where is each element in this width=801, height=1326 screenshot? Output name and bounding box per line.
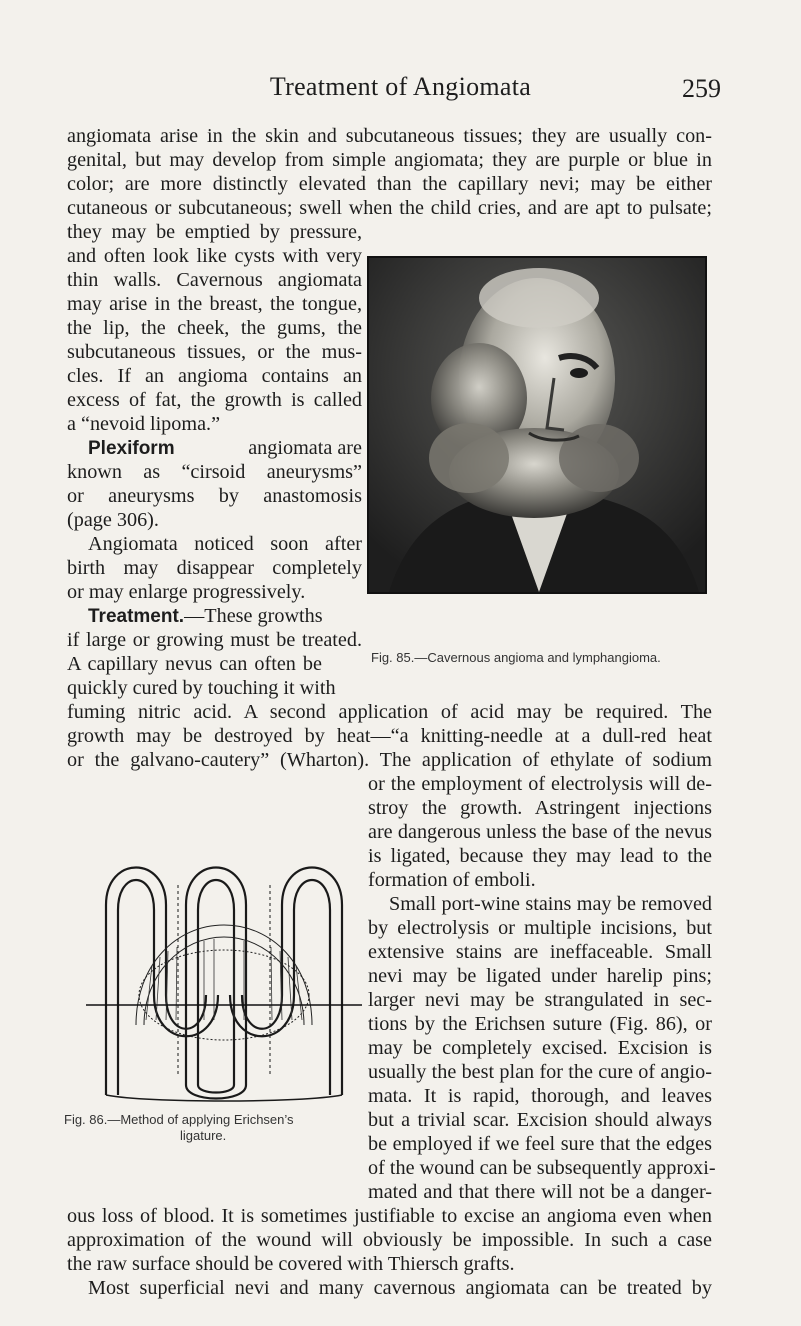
- text-line: birth may disappear completely: [67, 557, 362, 579]
- figure-86-caption-line-2: ligature.: [180, 1128, 227, 1143]
- running-title: Treatment of Angiomata: [269, 72, 532, 101]
- text-line: extensive stains are ineffaceable. Small: [368, 941, 712, 963]
- text-line: a “nevoid lipoma.”: [67, 413, 221, 435]
- text-line: or aneurysms by anastomosis: [67, 485, 362, 507]
- text-line: fuming nitric acid. A second application of acid may be required. The: [67, 701, 712, 723]
- text-line: excess of fat, the growth is called: [67, 389, 362, 411]
- text-line: quickly cured by touching it with: [67, 677, 336, 699]
- text-line: or the employment of electrolysis will de-: [368, 773, 712, 795]
- text-line: [88, 604, 362, 628]
- text-line: and often look like cysts with very: [67, 245, 362, 267]
- portrait-illustration: [369, 258, 705, 592]
- text-line: or the galvano-cautery” (Wharton). The application of ethylate of sodium: [67, 749, 712, 771]
- text-line: cles. If an angioma contains an: [67, 365, 362, 387]
- page-number: 259: [682, 74, 721, 103]
- text-line: ous loss of blood. It is sometimes justifiable to excise an angioma even when: [67, 1205, 712, 1227]
- text-line: may be completely excised. Excision is: [368, 1037, 712, 1059]
- text-line: are dangerous unless the base of the nevus: [368, 821, 712, 843]
- text-line: known as “cirsoid aneurysms”: [67, 461, 362, 483]
- text-line: growth may be destroyed by heat—“a knitting-needle at a dull-red heat: [67, 725, 712, 747]
- text-line: formation of emboli.: [368, 869, 536, 891]
- text-line: subcutaneous tissues, or the mus-: [67, 341, 362, 363]
- text-fragment: —These growths: [184, 605, 323, 627]
- figure-85-photograph: [367, 256, 707, 594]
- text-line: genital, but may develop from simple angiomata; they are purple or blue in: [67, 149, 712, 171]
- text-line: (page 306).: [67, 509, 159, 531]
- text-line: by electrolysis or multiple incisions, but: [368, 917, 712, 939]
- text-line: may arise in the breast, the tongue,: [67, 293, 362, 315]
- heading-plexiform: Plexiform: [88, 438, 175, 459]
- text-line: angiomata arise in the skin and subcutaneous tissues; they are usually con-: [67, 125, 712, 147]
- erichsen-ligature-illustration: [86, 845, 362, 1103]
- text-line: they may be emptied by pressure,: [67, 221, 362, 243]
- text-line: approximation of the wound will obviously be impossible. In such a case: [67, 1229, 712, 1251]
- text-line: the raw surface should be covered with Thiersch grafts.: [67, 1253, 515, 1275]
- text-line: thin walls. Cavernous angiomata: [67, 269, 362, 291]
- figure-86-caption-line-1: Fig. 86.—Method of applying Erichsen’s: [64, 1112, 294, 1127]
- text-line: or may enlarge progressively.: [67, 581, 306, 603]
- figure-86-diagram: [86, 845, 362, 1103]
- text-line: [88, 436, 362, 460]
- text-line: larger nevi may be strangulated in sec-: [368, 989, 712, 1011]
- text-line: Angiomata noticed soon after: [88, 533, 362, 555]
- text-line: mated and that there will not be a danger-: [368, 1181, 712, 1203]
- page-header: [0, 72, 801, 112]
- text-line: if large or growing must be treated.: [67, 629, 362, 651]
- text-line: nevi may be ligated under harelip pins;: [368, 965, 712, 987]
- text-line: cutaneous or subcutaneous; swell when the child cries, and are apt to pulsate;: [67, 197, 712, 219]
- text-line: is ligated, because they may lead to the: [368, 845, 712, 867]
- text-line: of the wound can be subsequently approxi-: [368, 1157, 716, 1179]
- text-line: Most superficial nevi and many cavernous angiomata can be treated by: [88, 1277, 712, 1299]
- figure-85-caption: Fig. 85.—Cavernous angioma and lymphangioma.: [371, 650, 661, 665]
- text-line: usually the best plan for the cure of angio-: [368, 1061, 712, 1083]
- text-line: A capillary nevus can often be: [67, 653, 322, 675]
- text-line: stroy the growth. Astringent injections: [368, 797, 712, 819]
- text-line: but a trivial scar. Excision should always: [368, 1109, 712, 1131]
- text-line: be employed if we feel sure that the edges: [368, 1133, 712, 1155]
- text-fragment: angiomata are: [248, 437, 362, 459]
- text-line: the lip, the cheek, the gums, the: [67, 317, 362, 339]
- text-line: mata. It is rapid, thorough, and leaves: [368, 1085, 712, 1107]
- text-line: Small port-wine stains may be removed: [389, 893, 712, 915]
- text-line: tions by the Erichsen suture (Fig. 86), or: [368, 1013, 712, 1035]
- heading-treatment: Treatment.: [88, 606, 185, 627]
- text-line: color; are more distinctly elevated than the capillary nevi; may be either: [67, 173, 712, 195]
